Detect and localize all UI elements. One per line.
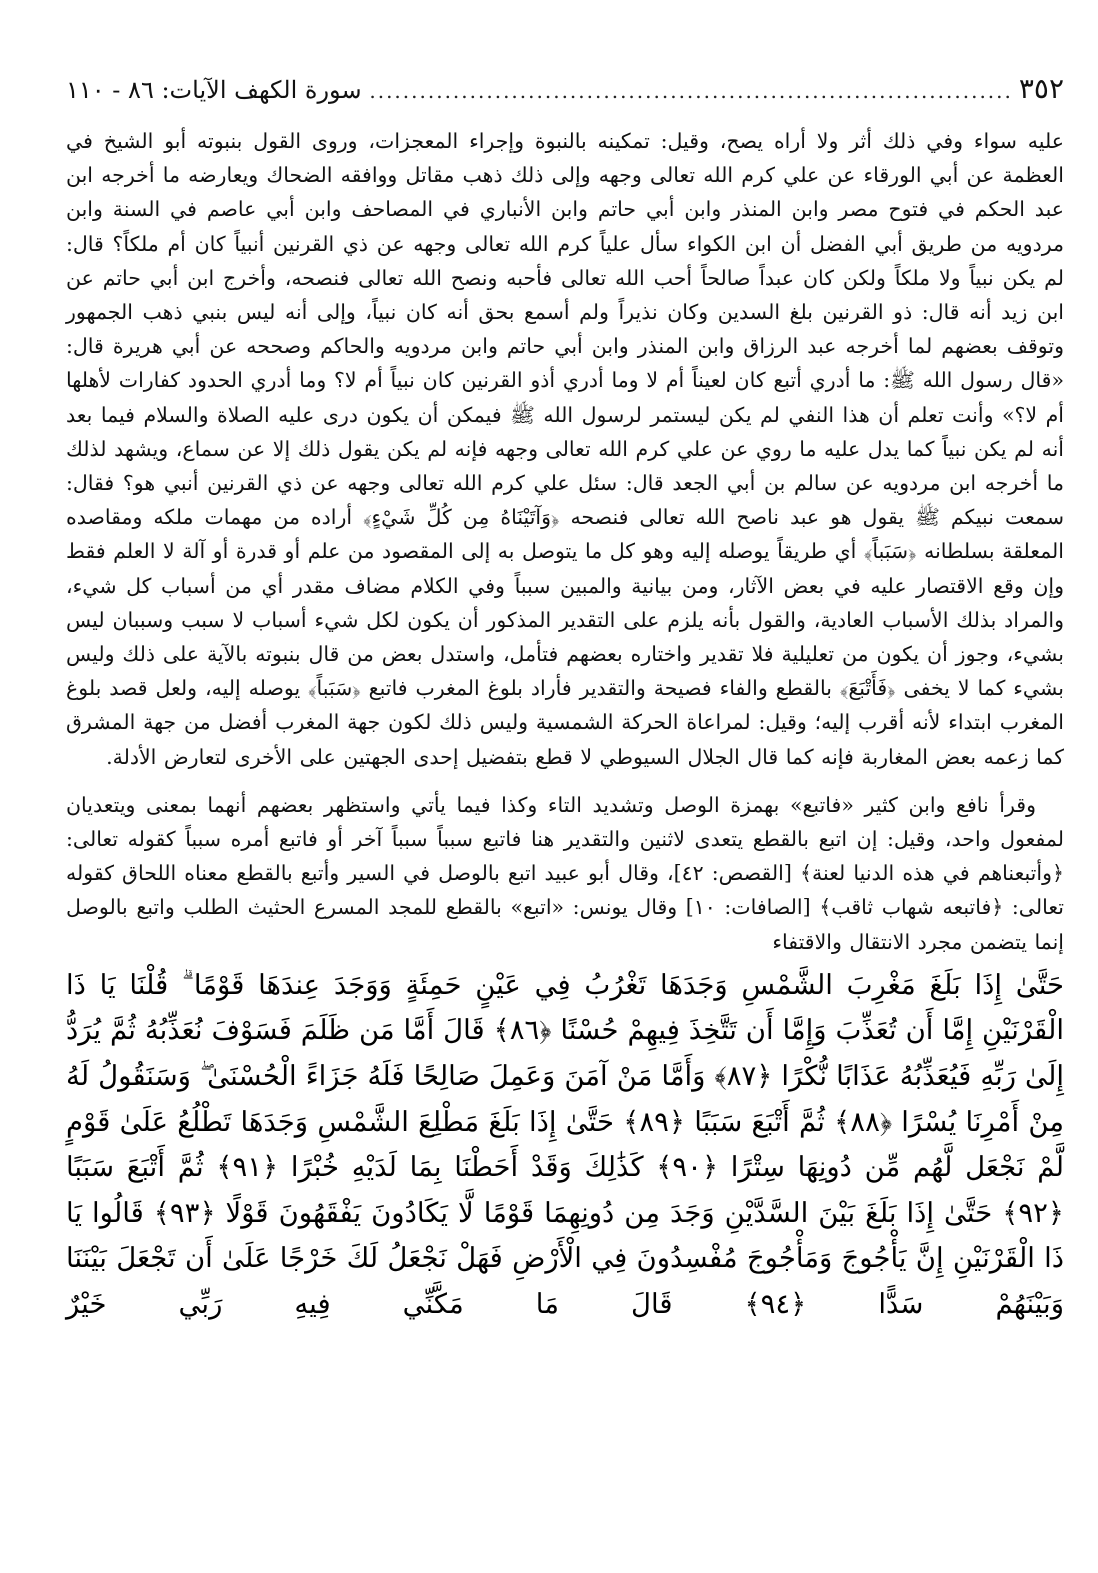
quran-verses: حَتَّىٰ إِذَا بَلَغَ مَغْرِبَ الشَّمْسِ وَجَدَهَا تَغْرُبُ فِي عَيْنٍ حَمِئَةٍ وَوَجَدَ عِندَهَا قَوْمًا ۗ قُلْنَا يَا ذَا الْقَرْنَيْنِ إِمَّا أَن تُعَذِّبَ وَإِمَّا أَن تَتَّخِذَ فِيهِمْ حُسْنًا ﴿٨٦﴾ قَالَ أَمَّا مَن ظَلَمَ فَسَوْفَ نُعَذِّبُهُ ثُمَّ يُرَدُّ إِلَىٰ رَبِّهِ فَيُعَذِّبُهُ عَذَابًا نُّكْرًا ﴿٨٧﴾ وَأَمَّا مَنْ آمَنَ وَعَمِلَ صَالِحًا فَلَهُ جَزَاءً الْحُسْنَىٰ ۖ وَسَنَقُولُ لَهُ مِنْ أَمْرِنَا يُسْرًا ﴿٨٨﴾ ثُمَّ أَتْبَعَ سَبَبًا ﴿٨٩﴾ حَتَّىٰ إِذَا بَلَغَ مَطْلِعَ الشَّمْسِ وَجَدَهَا تَطْلُعُ عَلَىٰ قَوْمٍ لَّمْ نَجْعَل لَّهُم مِّن دُونِهَا سِتْرًا ﴿٩٠﴾ كَذَٰلِكَ وَقَدْ أَحَطْنَا بِمَا لَدَيْهِ خُبْرًا ﴿٩١﴾ ثُمَّ أَتْبَعَ سَبَبًا ﴿٩٢﴾ حَتَّىٰ إِذَا بَلَغَ بَيْنَ السَّدَّيْنِ وَجَدَ مِن دُونِهِمَا قَوْمًا لَّا يَكَادُونَ يَفْقَهُونَ قَوْلًا ﴿٩٣﴾ قَالُوا يَا ذَا الْقَرْنَيْنِ إِنَّ يَأْجُوجَ وَمَأْجُوجَ مُفْسِدُونَ فِي الْأَرْضِ فَهَلْ نَجْعَلُ لَكَ خَرْجًا عَلَىٰ أَن تَجْعَلَ بَيْنَنَا وَبَيْنَهُمْ سَدًّا ﴿٩٤﴾ قَالَ مَا مَكَّنِّي فِيهِ رَبِّي خَيْرٌ: [66, 968, 1064, 1321]
chapter-title: سورة الكهف الآيات: ٨٦ - ١١٠: [66, 76, 362, 104]
commentary-paragraph-2: وقرأ نافع وابن كثير «فاتبع» بهمزة الوصل وتشديد التاء وكذا فيما يأتي واستظهر بعضهم أنهما بمعنى ويتعديان لمفعول واحد، وقيل: إن اتبع بالقطع يتعدى لاثنين والتقدير هنا فاتبع سبباً سبباً آخر أو فاتبع أمره سبباً كقوله تعالى: ﴿وأتبعناهم في هذه الدنيا لعنة﴾ [القصص: ٤٢]، وقال أبو عبيد اتبع بالوصل في السير وأتبع بالقطع معناه اللحاق كقوله تعالى: ﴿فاتبعه شهاب ثاقب﴾ [الصافات: ١٠] وقال يونس: «اتبع» بالقطع للمجد المسرع الحثيث الطلب واتبع بالوصل إنما يتضمن مجرد الانتقال والاقتفاء: [66, 792, 1064, 954]
header-leader-dots: [368, 79, 1013, 103]
commentary-paragraph-1: عليه سواء وفي ذلك أثر ولا أراه يصح، وقيل: تمكينه بالنبوة وإجراء المعجزات، وروى القول بنبوته أبو الشيخ في العظمة عن أبي الورقاء عن علي كرم الله تعالى وجهه وإلى ذلك ذهب مقاتل ووافقه الضحاك ويعارضه ما أخرجه ابن عبد الحكم في فتوح مصر وابن المنذر وابن أبي حاتم وابن الأنباري في المصاحف وابن أبي عاصم في السنة وابن مردويه من طريق أبي الفضل أن ابن الكواء سأل علياً كرم الله تعالى وجهه عن ذي القرنين أنبياً كان أم ملكاً؟ قال: لم يكن نبياً ولا ملكاً ولكن كان عبداً صالحاً أحب الله تعالى فأحبه ونصح الله تعالى فنصحه، وأخرج ابن أبي حاتم عن ابن زيد أنه قال: ذو القرنين بلغ السدين وكان نذيراً ولم أسمع بحق أنه كان نبياً، وإلى أنه ليس بنبي ذهب الجمهور وتوقف بعضهم لما أخرجه عبد الرزاق وابن المنذر وابن أبي حاتم وابن مردويه والحاكم وصححه عن أبي هريرة قال: «قال رسول الله ﷺ: ما أدري أتبع كان لعيناً أم لا وما أدري أذو القرنين كان نبياً أم لا؟ وما أدري الحدود كفارات لأهلها أم لا؟» وأنت تعلم أن هذا النفي لم يكن ليستمر لرسول الله ﷺ فيمكن أن يكون درى عليه الصلاة والسلام فيما بعد أنه لم يكن نبياً كما يدل عليه ما روي عن علي كرم الله تعالى وجهه فإنه لم يكن يقول ذلك إلا عن سماع، ويشهد لذلك ما أخرجه ابن مردويه عن سالم بن أبي الجعد قال: سئل علي كرم الله تعالى وجهه عن ذي القرنين أنبي هو؟ فقال: سمعت نبيكم ﷺ يقول هو عبد ناصح الله تعالى فنصحه ﴿وَآتَيْنَاهُ مِن كُلِّ شَيْءٍ﴾ أراده من مهمات ملكه ومقاصده المعلقة بسلطانه ﴿سَبَباً﴾ أي طريقاً يوصله إليه وهو كل ما يتوصل به إلى المقصود من علم أو قدرة أو آلة لا العلم فقط وإن وقع الاقتصار عليه في بعض الآثار، ومن بيانية والمبين سبباً وفي الكلام مضاف مقدر أي من أسباب كل شيء، والمراد بذلك الأسباب العادية، والقول بأنه يلزم على التقدير المذكور أن يكون لكل شيء أسباب لا سبب وسببان ليس بشيء، وجوز أن يكون من تعليلية فلا تقدير واختاره بعضهم فتأمل، واستدل بعض من قال بنبوته بالآية على ذلك وليس بشيء كما لا يخفى ﴿فَأَتْبَعَ﴾ بالقطع والفاء فصيحة والتقدير فأراد بلوغ المغرب فاتبع ﴿سَبَباً﴾ يوصله إليه، ولعل قصد بلوغ المغرب ابتداء لأنه أقرب إليه؛ وقيل: لمراعاة الحركة الشمسية وليس ذلك لكون جهة المغرب أفضل من جهة المشرق كما زعمه بعض المغاربة فإنه كما قال الجلال السيوطي لا قطع بتفضيل إحدى الجهتين على الأخرى لتعارض الأدلة.: [66, 129, 1064, 769]
book-page: [66, 72, 1064, 1543]
page-number: ٣٥٢: [1018, 72, 1064, 105]
page-header: [66, 72, 1064, 118]
